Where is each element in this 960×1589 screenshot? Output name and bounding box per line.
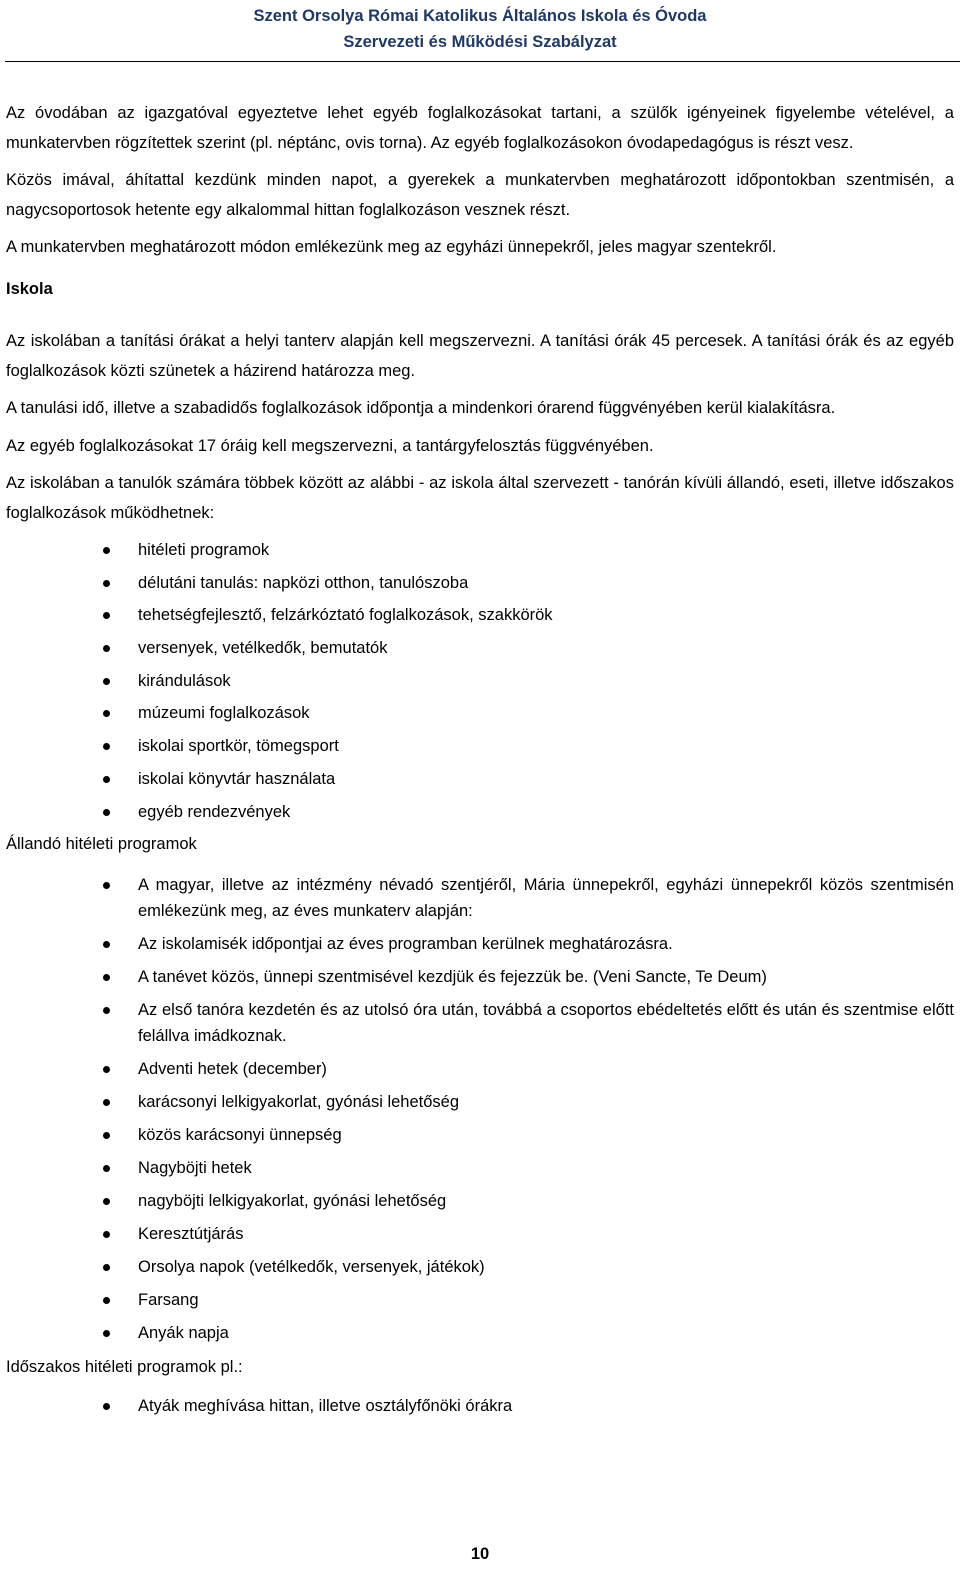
- bullet-icon: [103, 974, 110, 981]
- bullet-icon: [103, 1198, 110, 1205]
- header-divider: [5, 61, 960, 62]
- list-item: Nagyböjti hetek: [6, 1155, 954, 1181]
- bullet-icon: [103, 612, 110, 619]
- bullet-icon: [103, 941, 110, 948]
- bullet-icon: [103, 1264, 110, 1271]
- list-item: Farsang: [6, 1287, 954, 1313]
- bullet-icon: [103, 1066, 110, 1073]
- list-allando-programok: [6, 872, 954, 1346]
- bullet-icon: [103, 809, 110, 816]
- list-item: Adventi hetek (december): [6, 1056, 954, 1082]
- bullet-icon: [103, 743, 110, 750]
- paragraph-egyeb-foglalkozasok: Az egyéb foglalkozásokat 17 óráig kell megszervezni, a tantárgyfelosztás függvényében.: [6, 436, 654, 455]
- list-item: A magyar, illetve az intézmény névadó szentjéről, Mária ünnepekről, egyházi ünnepekről közös szentmisén emlékezünk meg, az éves munkaterv alapján:: [6, 872, 954, 924]
- list-item: kirándulások: [6, 667, 954, 697]
- list-item: múzeumi foglalkozások: [6, 699, 954, 729]
- paragraph-kozos-ima: Közös imával, áhítattal kezdünk minden napot, a gyerekek a munkatervben meghatározott időpontokban szentmisén, a nagycsoportosok hetente egy alkalommal hittan foglalkozáson vesznek részt.: [6, 171, 954, 219]
- header-document-title: Szervezeti és Működési Szabályzat: [343, 33, 617, 51]
- list-item: hitéleti programok: [6, 536, 954, 566]
- list-item: nagyböjti lelkigyakorlat, gyónási lehetőség: [6, 1188, 954, 1214]
- bullet-icon: [103, 1165, 110, 1172]
- list-item: tehetségfejlesztő, felzárkóztató foglalkozások, szakkörök: [6, 601, 954, 631]
- bullet-icon: [103, 1403, 110, 1410]
- label-allando-programok: Állandó hitéleti programok: [6, 835, 197, 854]
- header-school-name: Szent Orsolya Római Katolikus Általános Iskola és Óvoda: [253, 7, 707, 25]
- list-item: A tanévet közös, ünnepi szentmisével kezdjük és fejezzük be. (Veni Sancte, Te Deum): [6, 964, 954, 990]
- list-item: Atyák meghívása hittan, illetve osztályfőnöki órákra: [6, 1392, 954, 1422]
- bullet-icon: [103, 776, 110, 783]
- label-idoszakos-programok: Időszakos hitéleti programok pl.:: [6, 1357, 243, 1376]
- list-item: Keresztútjárás: [6, 1221, 954, 1247]
- list-foglalkozasok: [6, 536, 954, 827]
- bullet-icon: [103, 1231, 110, 1238]
- bullet-icon: [103, 1099, 110, 1106]
- page-content: [6, 99, 954, 1425]
- bullet-icon: [103, 547, 110, 554]
- list-item: iskolai könyvtár használata: [6, 765, 954, 795]
- list-item: versenyek, vetélkedők, bemutatók: [6, 634, 954, 664]
- bullet-icon: [103, 678, 110, 685]
- paragraph-tanoran-kivuli: Az iskolában a tanulók számára többek között az alábbi - az iskola által szervezett - tanórán kívüli állandó, eseti, illetve időszakos foglalkozások működhetnek:: [6, 474, 954, 522]
- list-item: közös karácsonyi ünnepség: [6, 1122, 954, 1148]
- list-item: Orsolya napok (vetélkedők, versenyek, játékok): [6, 1254, 954, 1280]
- paragraph-unnepek: A munkatervben meghatározott módon emlékezünk meg az egyházi ünnepekről, jeles magyar szentekről.: [6, 238, 777, 256]
- paragraph-ovoda-foglalkozasok: Az óvodában az igazgatóval egyeztetve lehet egyéb foglalkozásokat tartani, a szülők igényeinek figyelembe vételével, a munkatervben rögzítettek szerint (pl. néptánc, ovis torna). Az egyéb foglalkozásokon óvodapedagógus is részt vesz.: [6, 104, 954, 152]
- paragraph-tanulasi-ido: A tanulási idő, illetve a szabadidős foglalkozások időpontja a mindenkori órarend függvényében kerül kialakításra.: [6, 399, 836, 417]
- bullet-icon: [103, 645, 110, 652]
- bullet-icon: [103, 882, 110, 889]
- bullet-icon: [103, 1132, 110, 1139]
- list-item: délutáni tanulás: napközi otthon, tanulószoba: [6, 569, 954, 599]
- bullet-icon: [103, 580, 110, 587]
- list-idoszakos-programok: [6, 1392, 954, 1422]
- list-item: karácsonyi lelkigyakorlat, gyónási lehetőség: [6, 1089, 954, 1115]
- bullet-icon: [103, 710, 110, 717]
- bullet-icon: [103, 1007, 110, 1014]
- page-number: 10: [470, 1545, 490, 1563]
- list-item: egyéb rendezvények: [6, 798, 954, 828]
- bullet-icon: [103, 1297, 110, 1304]
- page-header: [0, 0, 960, 55]
- bullet-icon: [103, 1330, 110, 1337]
- paragraph-tanitasi-orak: Az iskolában a tanítási órákat a helyi tanterv alapján kell megszervezni. A tanítási órák 45 percesek. A tanítási órák és az egyéb foglalkozások közti szünetek a házirend határozza meg.: [6, 332, 954, 380]
- list-item: Az első tanóra kezdetén és az utolsó óra után, továbbá a csoportos ebédeltetés előtt és után és szentmise előtt felállva imádkoznak.: [6, 997, 954, 1049]
- list-item: iskolai sportkör, tömegsport: [6, 732, 954, 762]
- section-heading-iskola: Iskola: [6, 279, 53, 298]
- list-item: Az iskolamisék időpontjai az éves programban kerülnek meghatározásra.: [6, 931, 954, 957]
- list-item: Anyák napja: [6, 1320, 954, 1346]
